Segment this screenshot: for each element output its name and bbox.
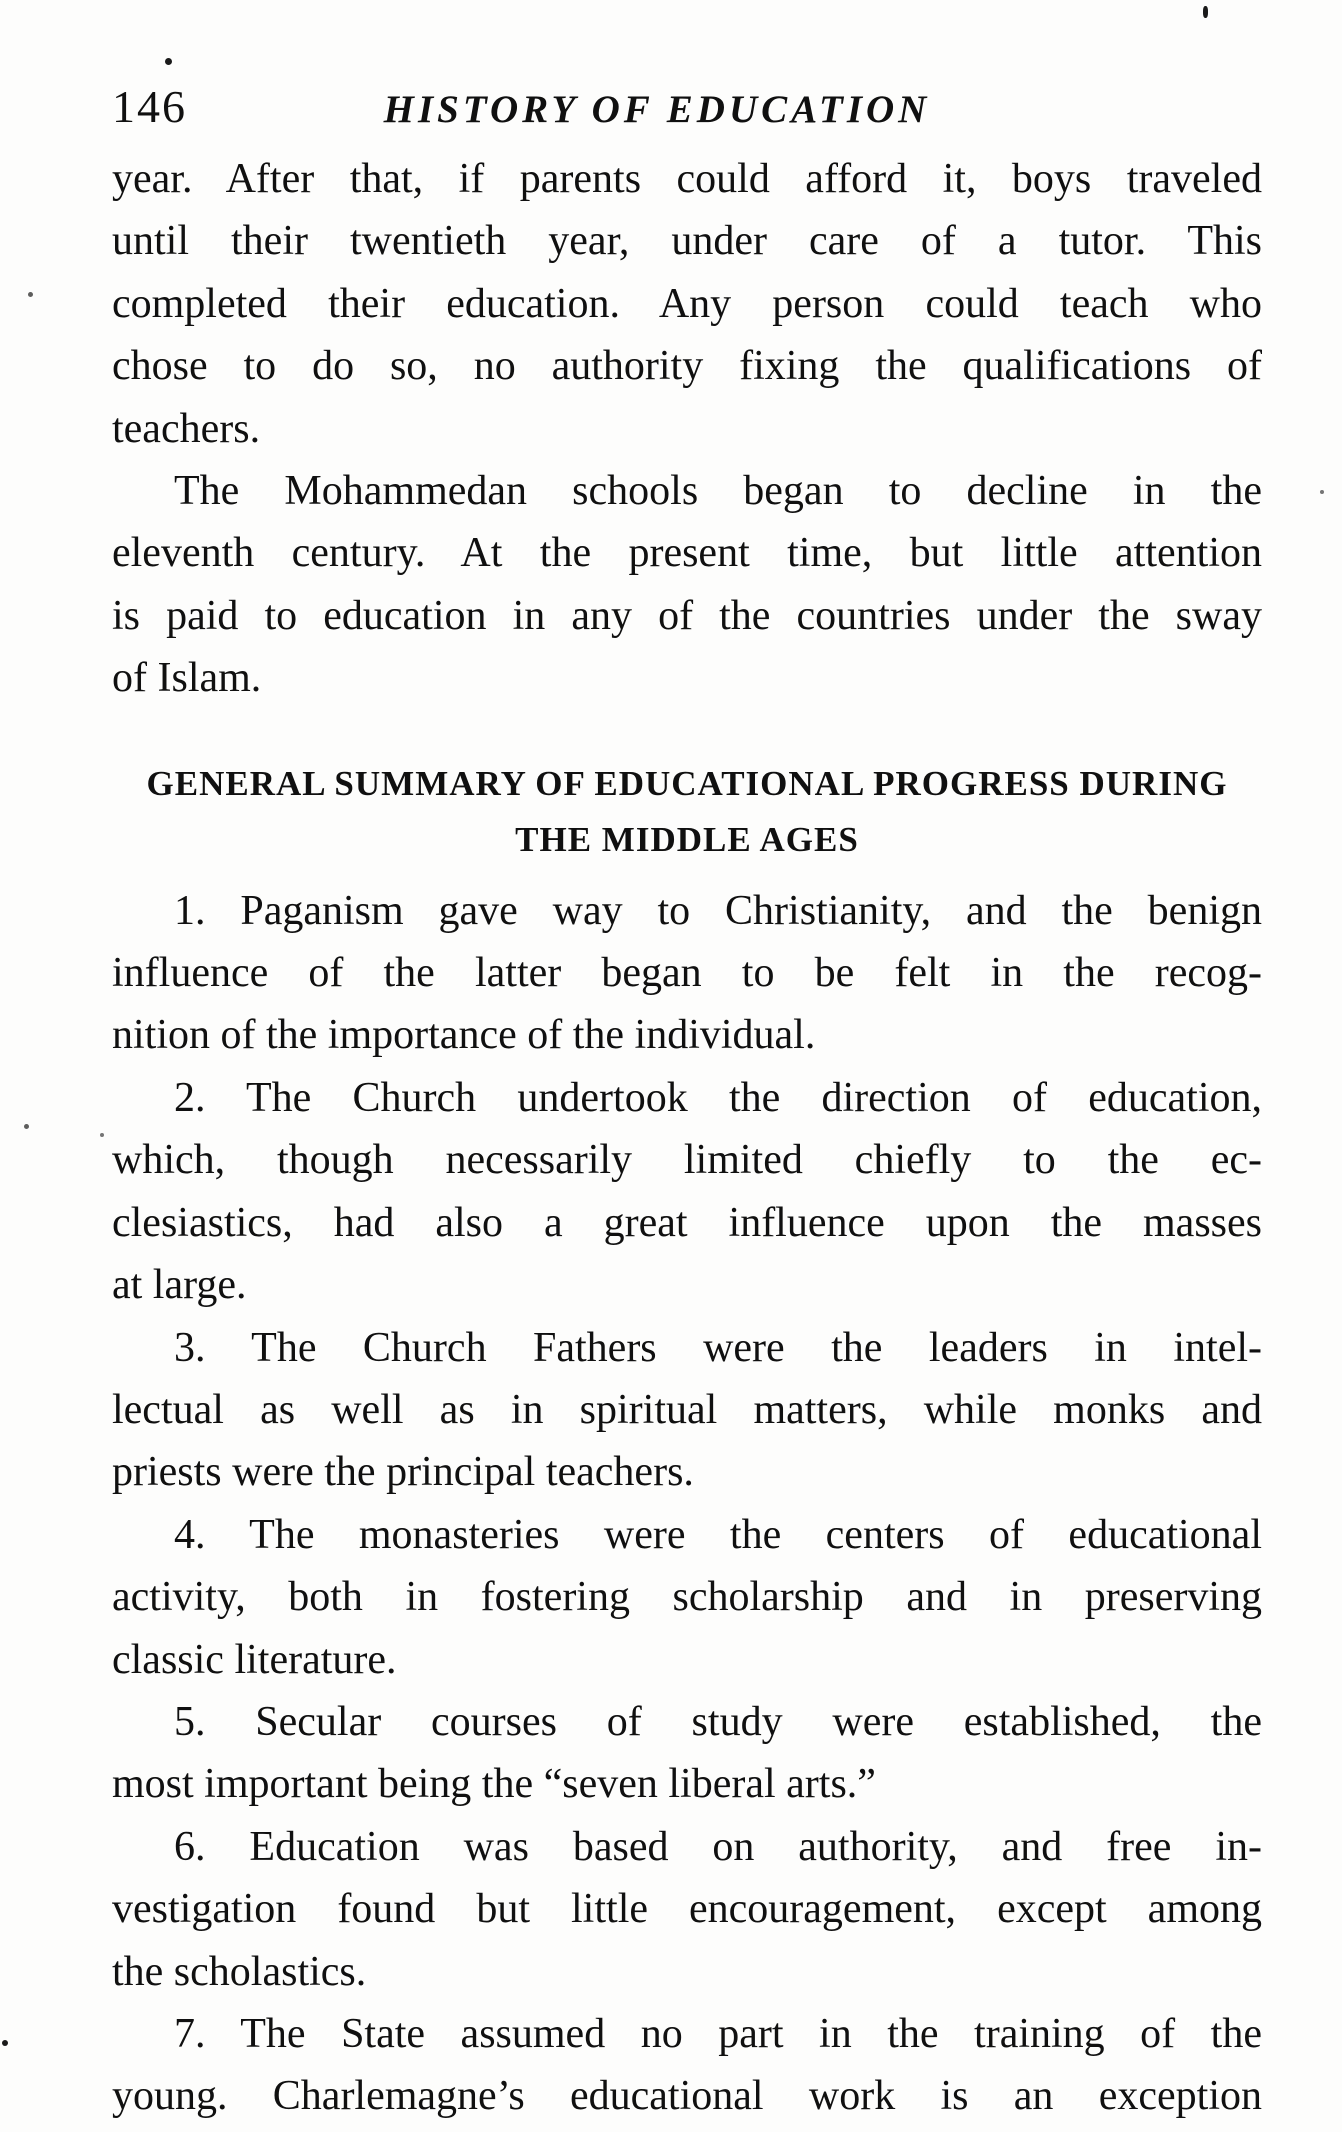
text-line: of Islam.	[112, 655, 262, 702]
list-item	[112, 880, 1262, 1067]
scan-speck	[100, 1133, 104, 1137]
text-line: priests were the principal teachers.	[112, 1449, 694, 1496]
text-line: which, though necessarily limited chiefly to the ec-	[112, 1137, 1262, 1184]
text-line: young. Charlemagne’s educational work is an exception	[112, 2073, 1262, 2120]
text-line: most important being the “seven liberal arts.”	[112, 1761, 876, 1808]
text-line: vestigation found but little encouragement, except among	[112, 1886, 1262, 1933]
text-line: at large.	[112, 1262, 247, 1309]
text-line: teachers.	[112, 405, 261, 452]
text-line: the scholastics.	[112, 1948, 367, 1995]
text-line: year. After that, if parents could afford it, boys traveled	[112, 156, 1262, 202]
text-line: 2. The Church undertook the direction of education,	[174, 1074, 1262, 1121]
text-line: 5. Secular courses of study were established, the	[174, 1698, 1262, 1745]
summary-list	[112, 880, 1262, 2128]
text-line: is paid to education in any of the countries under the sway	[112, 592, 1262, 639]
text-line: nition of the importance of the individual.	[112, 1012, 816, 1059]
scan-speck	[1203, 6, 1208, 18]
list-item	[112, 1317, 1262, 1504]
running-title: HISTORY OF EDUCATION	[383, 88, 931, 131]
scan-speck	[28, 292, 33, 297]
scan-speck	[165, 58, 172, 65]
text-line: classic literature.	[112, 1636, 397, 1683]
list-item	[112, 1691, 1262, 1816]
scan-speck	[1320, 490, 1324, 494]
text-line: completed their education. Any person could teach who	[112, 280, 1262, 327]
page-body	[112, 148, 1262, 2128]
text-line: clesiastics, had also a great influence upon the masses	[112, 1199, 1262, 1246]
section-heading	[112, 756, 1262, 868]
text-line: The Mohammedan schools began to decline in the	[174, 468, 1262, 515]
text-line: eleventh century. At the present time, but little attention	[112, 530, 1262, 577]
list-item	[112, 1067, 1262, 1317]
text-line: 6. Education was based on authority, and free in-	[174, 1823, 1262, 1870]
text-line: influence of the latter began to be felt in the recog-	[112, 950, 1262, 997]
text-line: 7. The State assumed no part in the training of the	[174, 2010, 1262, 2057]
text-line: until their twentieth year, under care of a tutor. This	[112, 218, 1262, 265]
text-line: 4. The monasteries were the centers of educational	[174, 1511, 1262, 1558]
section-heading-line: GENERAL SUMMARY OF EDUCATIONAL PROGRESS DURING	[146, 763, 1228, 803]
list-item	[112, 2003, 1262, 2128]
text-line: 1. Paganism gave way to Christianity, and the benign	[174, 887, 1262, 934]
text-line: lectual as well as in spiritual matters, while monks and	[112, 1386, 1262, 1433]
list-item	[112, 1504, 1262, 1691]
text-line: 3. The Church Fathers were the leaders in intel-	[174, 1324, 1262, 1371]
page-number: 146	[112, 81, 187, 132]
text-line: activity, both in fostering scholarship and in preserving	[112, 1574, 1262, 1621]
list-item	[112, 1816, 1262, 2003]
page-header	[112, 80, 1262, 133]
scan-speck	[2, 2040, 8, 2046]
section-heading-line: THE MIDDLE AGES	[515, 819, 859, 859]
text-line: chose to do so, no authority fixing the qualifications of	[112, 343, 1262, 390]
paragraph	[112, 460, 1262, 710]
scan-speck	[24, 1124, 29, 1129]
paragraph	[112, 148, 1262, 460]
